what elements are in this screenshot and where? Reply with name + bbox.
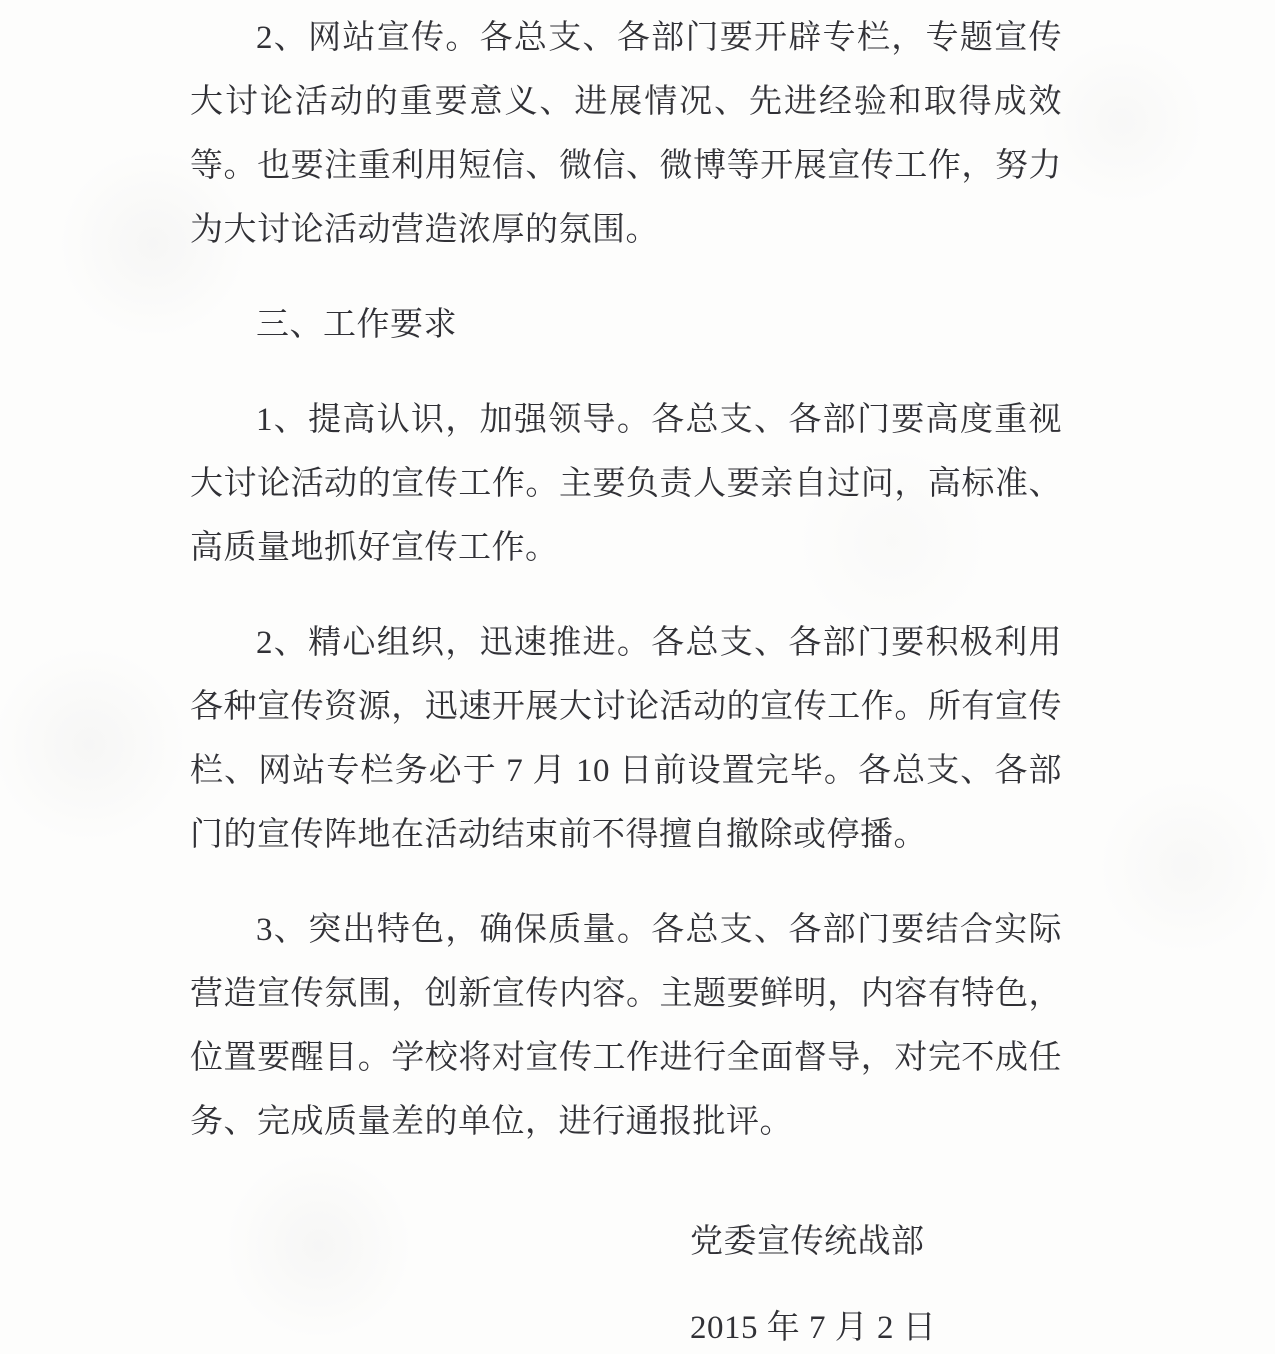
signature-date: 2015 年 7 月 2 日 [690, 1310, 937, 1346]
paragraph-website-publicity: 2、网站宣传。各总支、各部门要开辟专栏，专题宣传大讨论活动的重要意义、进展情况、先进经验和取得成效等。也要注重利用短信、微信、微博等开展宣传工作，努力为大讨论活动营造浓厚的氛围。 [190, 20, 1062, 248]
paragraph-raise-awareness-strengthen-leadership: 1、提高认识，加强领导。各总支、各部门要高度重视大讨论活动的宣传工作。主要负责人要亲自过问，高标准、高质量地抓好宣传工作。 [190, 402, 1062, 566]
section-heading-work-requirements: 三、工作要求 [256, 307, 457, 343]
paragraph-highlight-features-ensure-quality: 3、突出特色，确保质量。各总支、各部门要结合实际营造宣传氛围，创新宣传内容。主题要鲜明，内容有特色，位置要醒目。学校将对宣传工作进行全面督导，对完不成任务、完成质量差的单位，进行通报批评。 [190, 912, 1062, 1140]
paragraph-careful-organization-rapid-advance: 2、精心组织，迅速推进。各总支、各部门要积极利用各种宣传资源，迅速开展大讨论活动的宣传工作。所有宣传栏、网站专栏务必于 7 月 10 日前设置完毕。各总支、各部门的宣传阵地在活动结束前不得擅自撤除或停播。 [190, 625, 1062, 853]
signature-issuing-department: 党委宣传统战部 [690, 1224, 925, 1260]
